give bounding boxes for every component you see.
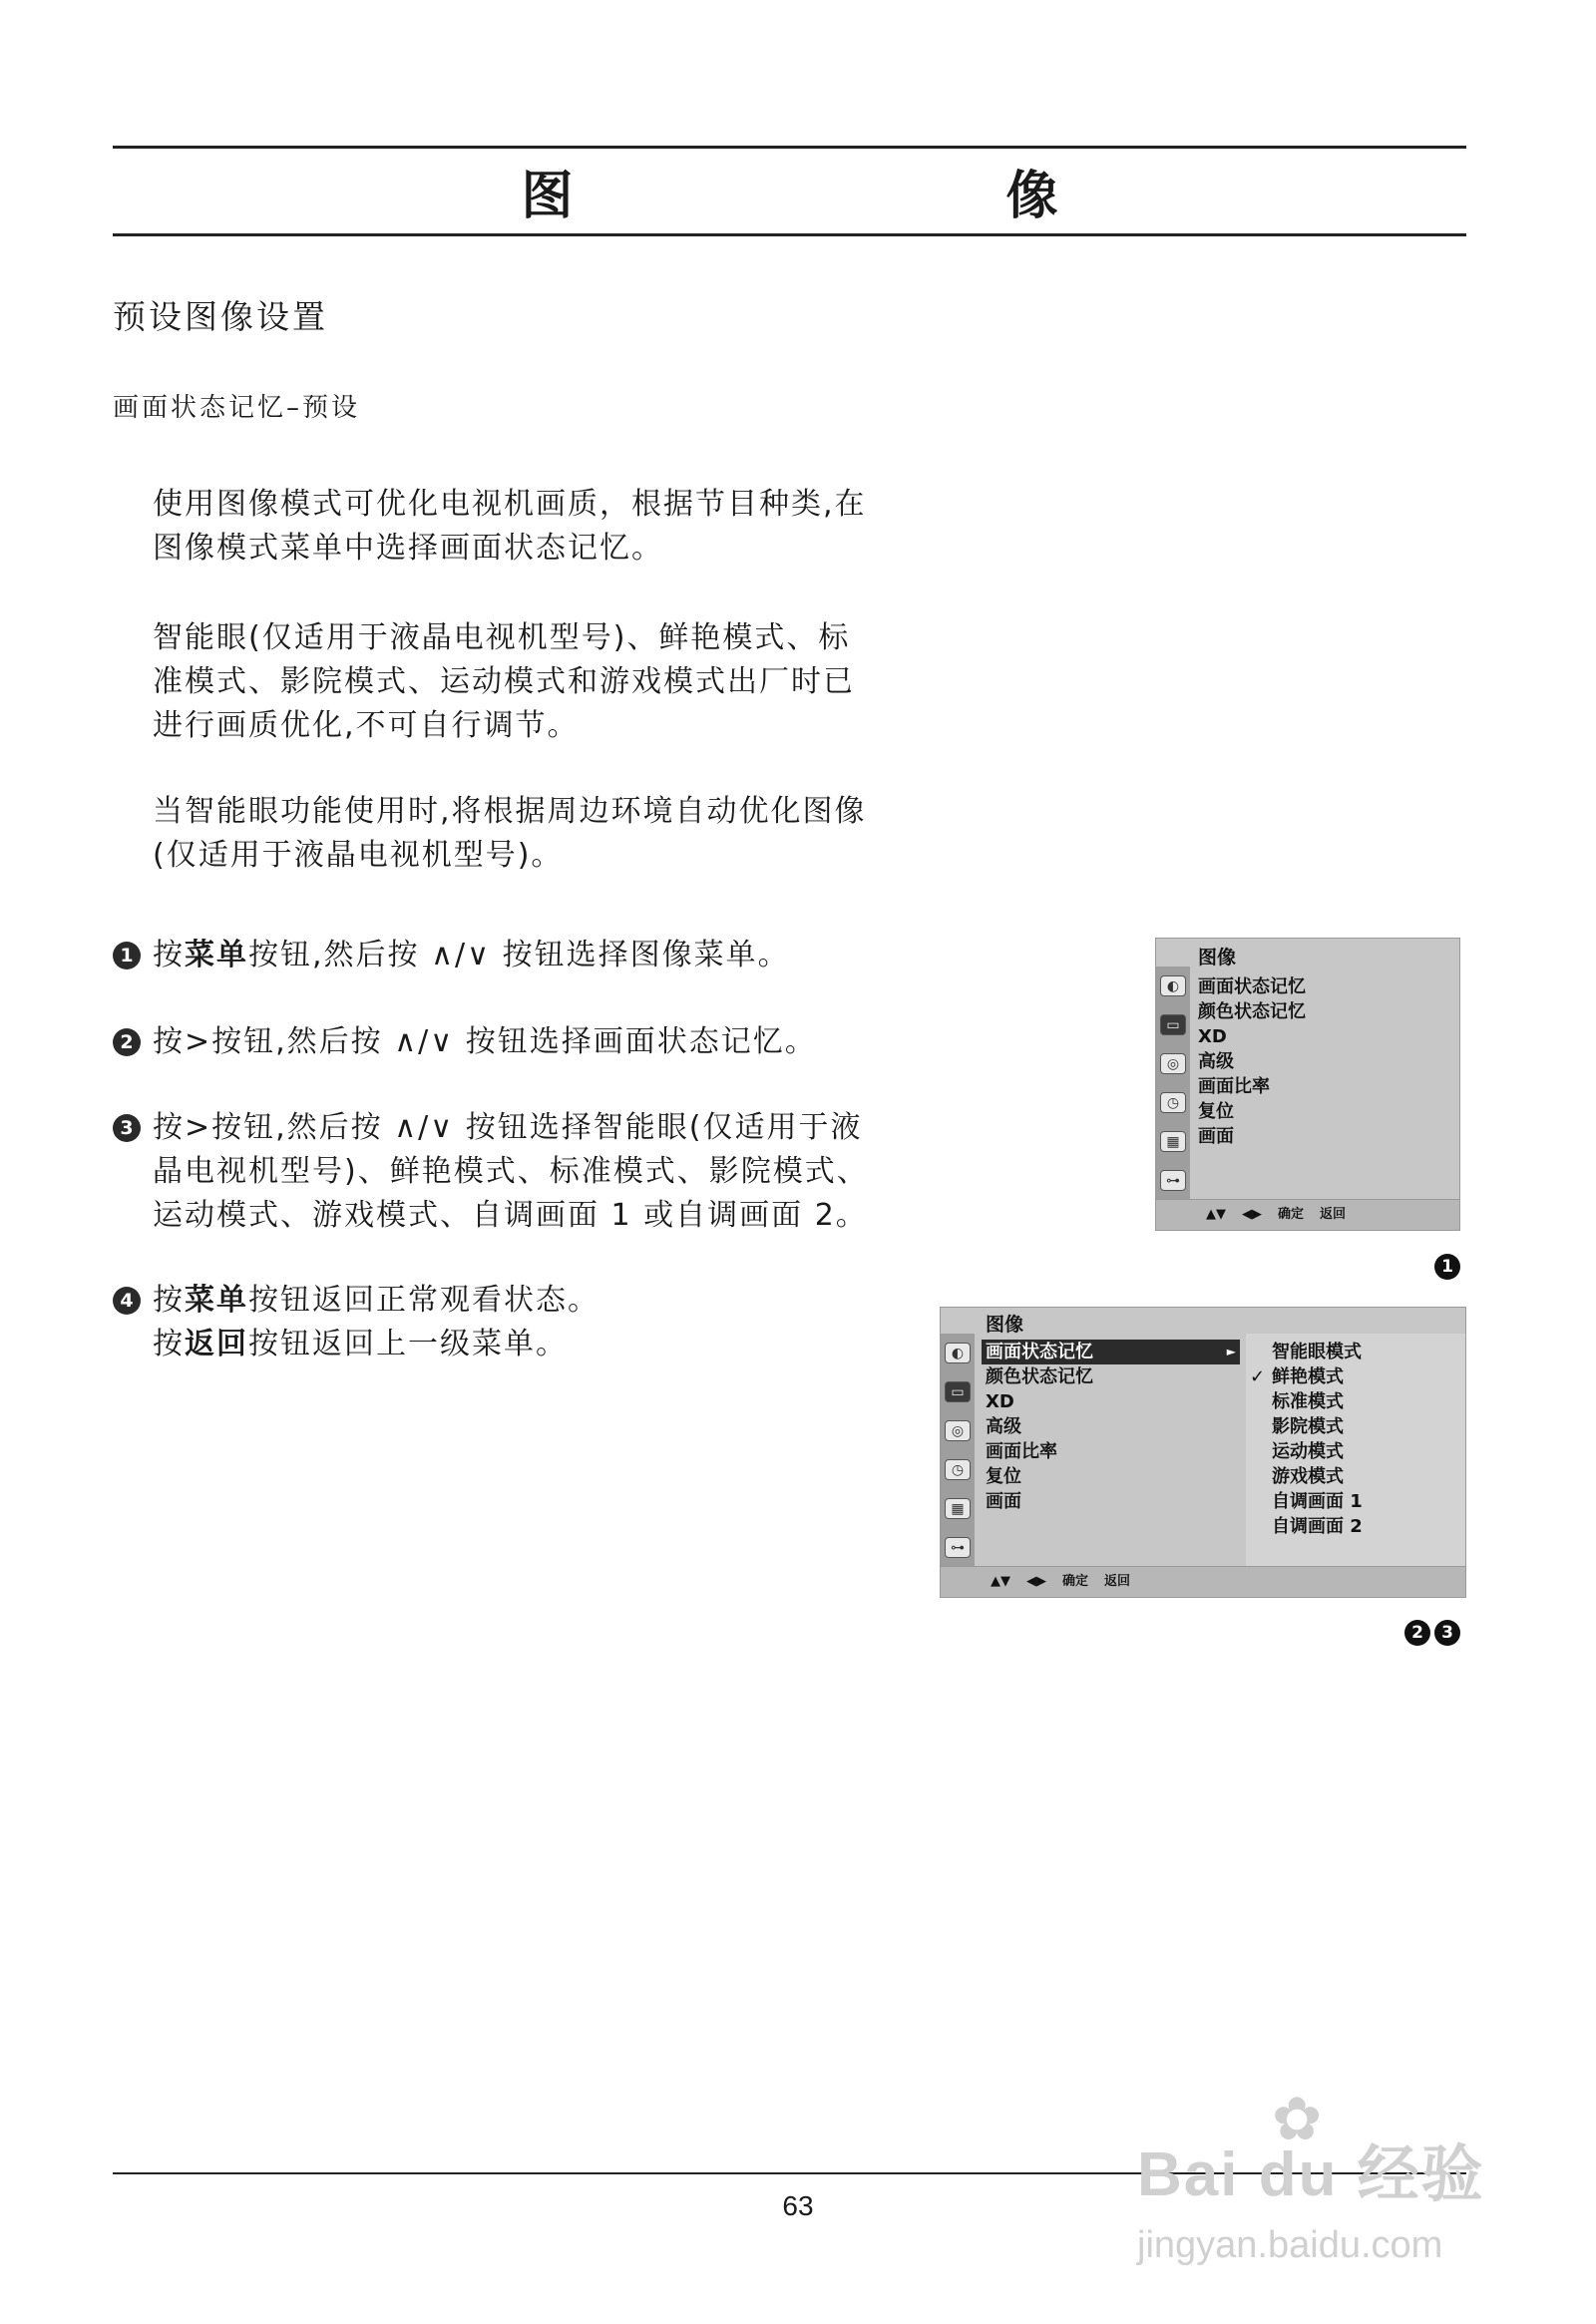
clock-icon: ◷ [945,1459,971,1480]
menu-item: 高级 [1198,1051,1234,1072]
submenu-item: 标准模式 [1272,1391,1344,1412]
submenu-item: 游戏模式 [1272,1466,1344,1487]
picture-icon: ◐ [1160,975,1186,996]
menu-item-list [1198,974,1306,1149]
step-text: 按>按钮,然后按 ∧/∨ 按钮选择智能眼(仅适用于液晶电视机型号)、鲜艳模式、标准模式、影院模式、运动模式、游戏模式、自调画面 1 或自调画面 2。 [153,1110,869,1233]
menu-item: 画面状态记忆 [1198,976,1306,997]
submenu-item: 影院模式 [1272,1416,1344,1437]
paragraph-2: 智能眼(仅适用于液晶电视机型号)、鲜艳模式、标准模式、影院模式、运动模式和游戏模式出厂时已进行画质优化,不可自行调节。 [153,620,855,743]
option-icon: ▦ [945,1498,971,1519]
return-label: 返回 [1320,1207,1347,1222]
paragraph-3: 当智能眼功能使用时,将根据周边环境自动优化图像(仅适用于液晶电视机型号)。 [153,794,867,873]
step-number: 2 [113,1028,141,1056]
submenu-item: 自调画面 2 [1272,1516,1363,1537]
ok-label: 确定 [1278,1207,1305,1222]
step-number: 1 [113,942,141,969]
watermark-main: Bai du 经验 [1137,2140,1485,2209]
updown-icon: ▲▼ [1206,1207,1226,1222]
step-1 [113,934,881,977]
figure-2-badges [1404,1620,1460,1646]
submenu-item: 运动模式 [1272,1441,1344,1462]
menu-item: XD [986,1391,1014,1412]
picture-menu-screenshot-1 [1155,938,1460,1231]
step-text: 按菜单按钮,然后按 ∧/∨ 按钮选择图像菜单。 [153,938,790,972]
menu-item: XD [1198,1026,1227,1047]
step-text: 按>按钮,然后按 ∧/∨ 按钮选择画面状态记忆。 [153,1024,817,1059]
menu-title: 图像 [986,1314,1024,1336]
step-number: 3 [113,1114,141,1142]
option-icon: ▦ [1160,1131,1186,1152]
step-3 [113,1106,881,1238]
step-number: 4 [113,1287,141,1315]
title-rule [113,233,1466,236]
step-text: 按菜单按钮返回正常观看状态。 按返回按钮返回上一级菜单。 [153,1283,599,1361]
menu-footer [941,1566,1465,1597]
arrow-right-icon: ► [1226,1345,1236,1358]
menu-icon-column [1156,967,1190,1200]
menu-item: 画面 [986,1491,1021,1512]
updown-icon: ▲▼ [991,1574,1010,1589]
page-number: 63 [782,2190,814,2221]
menu-item: 画面比率 [986,1441,1057,1462]
screen-icon: ▭ [1160,1014,1186,1035]
clock-icon: ◷ [1160,1092,1186,1113]
figure-1-badge [1434,1254,1460,1280]
menu-footer [1156,1199,1459,1230]
audio-icon: ◎ [945,1420,971,1441]
step-4 [113,1279,881,1366]
menu-item-list [986,1340,1240,1514]
menu-item: 颜色状态记忆 [986,1366,1093,1387]
paw-icon: ✿ [1272,2086,1323,2152]
submenu-item-checked: ✓ 鲜艳模式 [1250,1366,1344,1387]
section-title: 预设图像设置 [113,297,328,336]
step-2 [113,1020,881,1064]
picture-icon: ◐ [945,1343,971,1363]
audio-icon: ◎ [1160,1053,1186,1074]
badge: 1 [1434,1254,1460,1280]
paragraph-1: 使用图像模式可优化电视机画质，根据节目种类,在图像模式菜单中选择画面状态记忆。 [153,487,867,566]
top-rule [113,146,1466,149]
screen-icon: ▭ [945,1381,971,1402]
page-title: 图 像 [521,167,1168,226]
watermark-logo [1137,2085,1536,2284]
menu-item: 高级 [986,1416,1021,1437]
menu-item: 复位 [986,1466,1021,1487]
leftright-icon: ◀▶ [1242,1207,1262,1222]
menu-item: 颜色状态记忆 [1198,1001,1306,1022]
watermark-url: jingyan.baidu.com [1137,2224,1443,2266]
leftright-icon: ◀▶ [1026,1574,1046,1589]
badge: 2 [1404,1620,1430,1646]
menu-item: 复位 [1198,1101,1234,1122]
submenu-list [1250,1340,1363,1539]
submenu-item: 智能眼模式 [1272,1342,1362,1362]
menu-item-selected: 画面状态记忆 ► [982,1340,1240,1364]
submenu-item: 自调画面 1 [1272,1491,1363,1512]
picture-menu-screenshot-2 [940,1307,1466,1598]
menu-icon-column [941,1334,975,1567]
menu-title: 图像 [1198,947,1237,968]
menu-item: 画面比率 [1198,1076,1270,1097]
lock-icon: ⊶ [945,1537,971,1558]
menu-item: 画面 [1198,1126,1234,1147]
check-icon: ✓ [1250,1366,1266,1387]
return-label: 返回 [1104,1574,1131,1589]
ok-label: 确定 [1062,1574,1089,1589]
subsection-title: 画面状态记忆–预设 [113,393,361,423]
lock-icon: ⊶ [1160,1170,1186,1191]
badge: 3 [1434,1620,1460,1646]
